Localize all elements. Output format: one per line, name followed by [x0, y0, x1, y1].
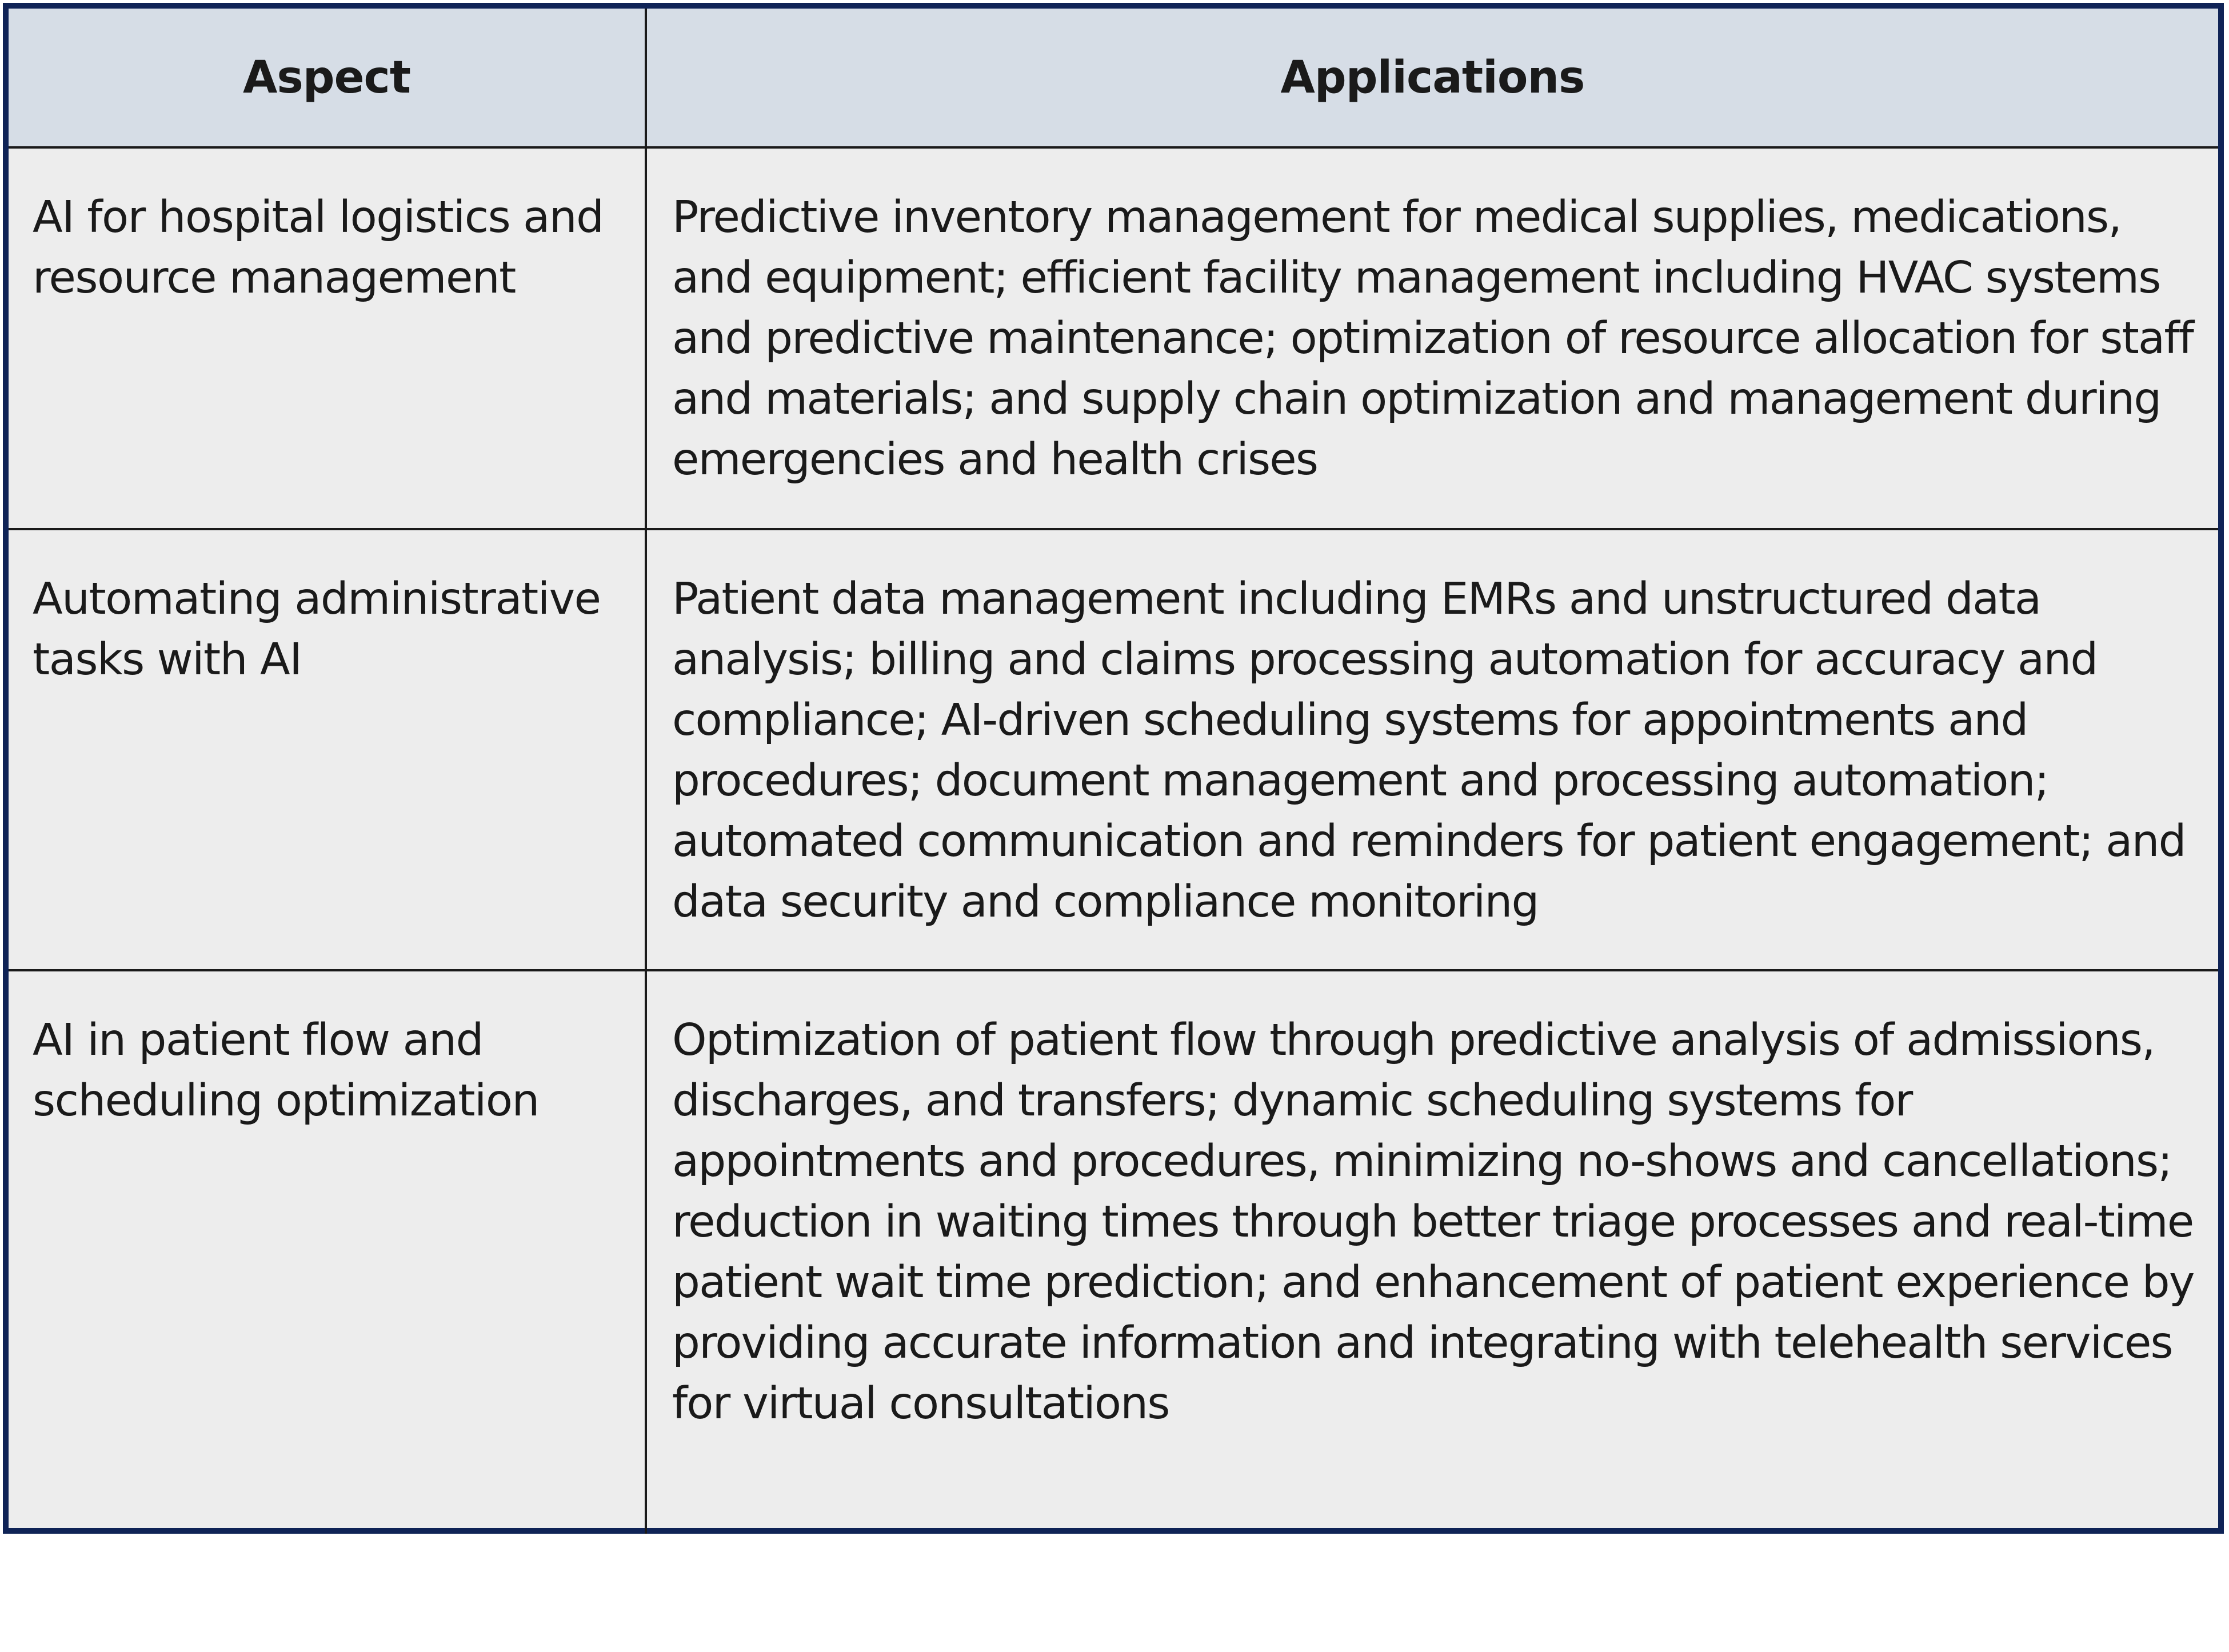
- ai-applications-table: [9, 9, 2218, 1534]
- header-applications: Applications: [646, 9, 2218, 147]
- header-row: [9, 9, 2218, 147]
- aspect-cell: Automating administrative tasks with AI: [9, 529, 646, 970]
- table-body: [9, 147, 2218, 1534]
- aspect-cell: AI in patient flow and scheduling optimization: [9, 970, 646, 1534]
- table-row: [9, 529, 2218, 970]
- aspect-cell: AI for hospital logistics and resource management: [9, 147, 646, 529]
- applications-cell: Patient data management including EMRs and unstructured data analysis; billing and claims processing automation for accuracy and compliance; AI-driven scheduling systems for appointments and procedures; document management and processing automation; automated communication and reminders for patient engagement; and data security and compliance monitoring: [646, 529, 2218, 970]
- table-row: [9, 147, 2218, 529]
- applications-cell: Predictive inventory management for medical supplies, medications, and equipment; efficient facility management including HVAC systems and predictive maintenance; optimization of resource allocation for staff and materials; and supply chain optimization and management during emergencies and health crises: [646, 147, 2218, 529]
- applications-table-frame: [3, 3, 2224, 1534]
- table-row: [9, 970, 2218, 1534]
- applications-cell: Optimization of patient flow through predictive analysis of admissions, discharges, and transfers; dynamic scheduling systems for appointments and procedures, minimizing no-shows and cancellations; reduction in waiting times through better triage processes and real-time patient wait time prediction; and enhancement of patient experience by providing accurate information and integrating with telehealth services for virtual consultations: [646, 970, 2218, 1534]
- table-header: [9, 9, 2218, 147]
- header-aspect: Aspect: [9, 9, 646, 147]
